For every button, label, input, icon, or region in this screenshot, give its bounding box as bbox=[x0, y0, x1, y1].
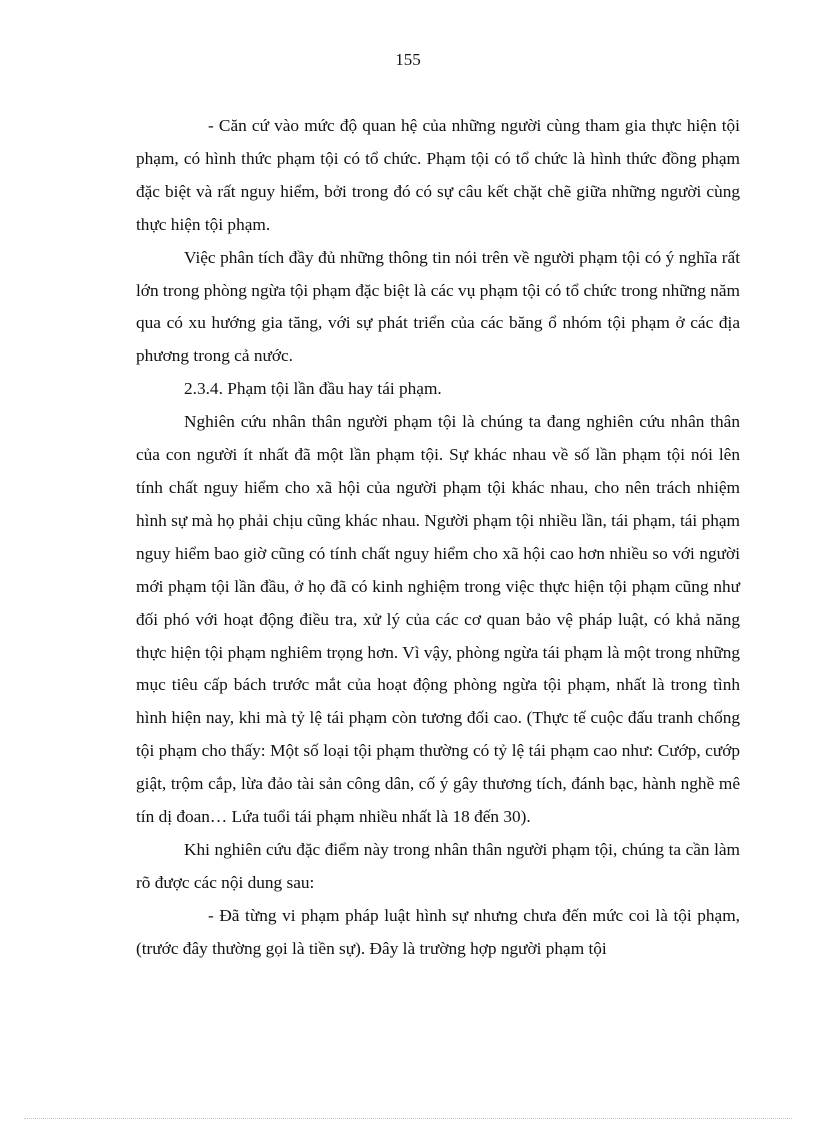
paragraph-prior-violation: - Đã từng vi phạm pháp luật hình sự nhưng chưa đến mức coi là tội phạm, (trước đây thường gọi là tiền sự). Đây là trường hợp người phạm tội bbox=[136, 905, 740, 958]
paragraph-organized-crime: - Căn cứ vào mức độ quan hệ của những người cùng tham gia thực hiện tội phạm, có hình thức phạm tội có tổ chức. Phạm tội có tổ chức là hình thức đồng phạm đặc biệt và rất nguy hiểm, bởi trong đó có sự câu kết chặt chẽ giữa những người cùng thực hiện tội phạm. bbox=[136, 116, 740, 234]
page-bottom-rule bbox=[24, 1118, 792, 1119]
page-number: 155 bbox=[395, 50, 421, 69]
section-heading: 2.3.4. Phạm tội lần đầu hay tái phạm. bbox=[184, 379, 442, 399]
paragraph-contents-intro: Khi nghiên cứu đặc điểm này trong nhân thân người phạm tội, chúng ta cần làm rõ được các nội dung sau: bbox=[136, 839, 740, 892]
paragraph-recidivism: Nghiên cứu nhân thân người phạm tội là chúng ta đang nghiên cứu nhân thân của con người ít nhất đã một lần phạm tội. Sự khác nhau về số lần phạm tội nói lên tính chất nguy hiểm cho xã hội của người phạm tội khác nhau, cho nên trách nhiệm hình sự mà họ phải chịu cũng khác nhau. Người phạm tội nhiều lần, tái phạm, tái phạm nguy hiểm bao giờ cũng có tính chất nguy hiểm cho xã hội cao hơn nhiều so với người mới phạm tội lần đầu, ở họ đã có kinh nghiệm trong việc thực hiện tội phạm cũng như đối phó với hoạt động điều tra, xử lý của các cơ quan bảo vệ pháp luật, có khả năng thực hiện tội phạm nghiêm trọng hơn. Vì vậy, phòng ngừa tái phạm là một trong những mục tiêu cấp bách trước mắt của hoạt động phòng ngừa tội phạm, nhất là trong tình hình hiện nay, khi mà tỷ lệ tái phạm còn tương đối cao. (Thực tế cuộc đấu tranh chống tội phạm cho thấy: Một số loại tội phạm thường có tỷ lệ tái phạm cao như: Cướp, cướp giật, trộm cắp, lừa đảo tài sản công dân, cố ý gây thương tích, đánh bạc, hành nghề mê tín dị đoan… Lứa tuổi tái phạm nhiều nhất là 18 đến 30). bbox=[136, 412, 740, 827]
paragraph-analysis: Việc phân tích đầy đủ những thông tin nói trên về người phạm tội có ý nghĩa rất lớn trong phòng ngừa tội phạm đặc biệt là các vụ phạm tội có tổ chức trong những năm qua có xu hướng gia tăng, với sự phát triển của các băng ổ nhóm tội phạm ở các địa phương trong cả nước. bbox=[136, 247, 740, 366]
document-body bbox=[136, 110, 740, 966]
